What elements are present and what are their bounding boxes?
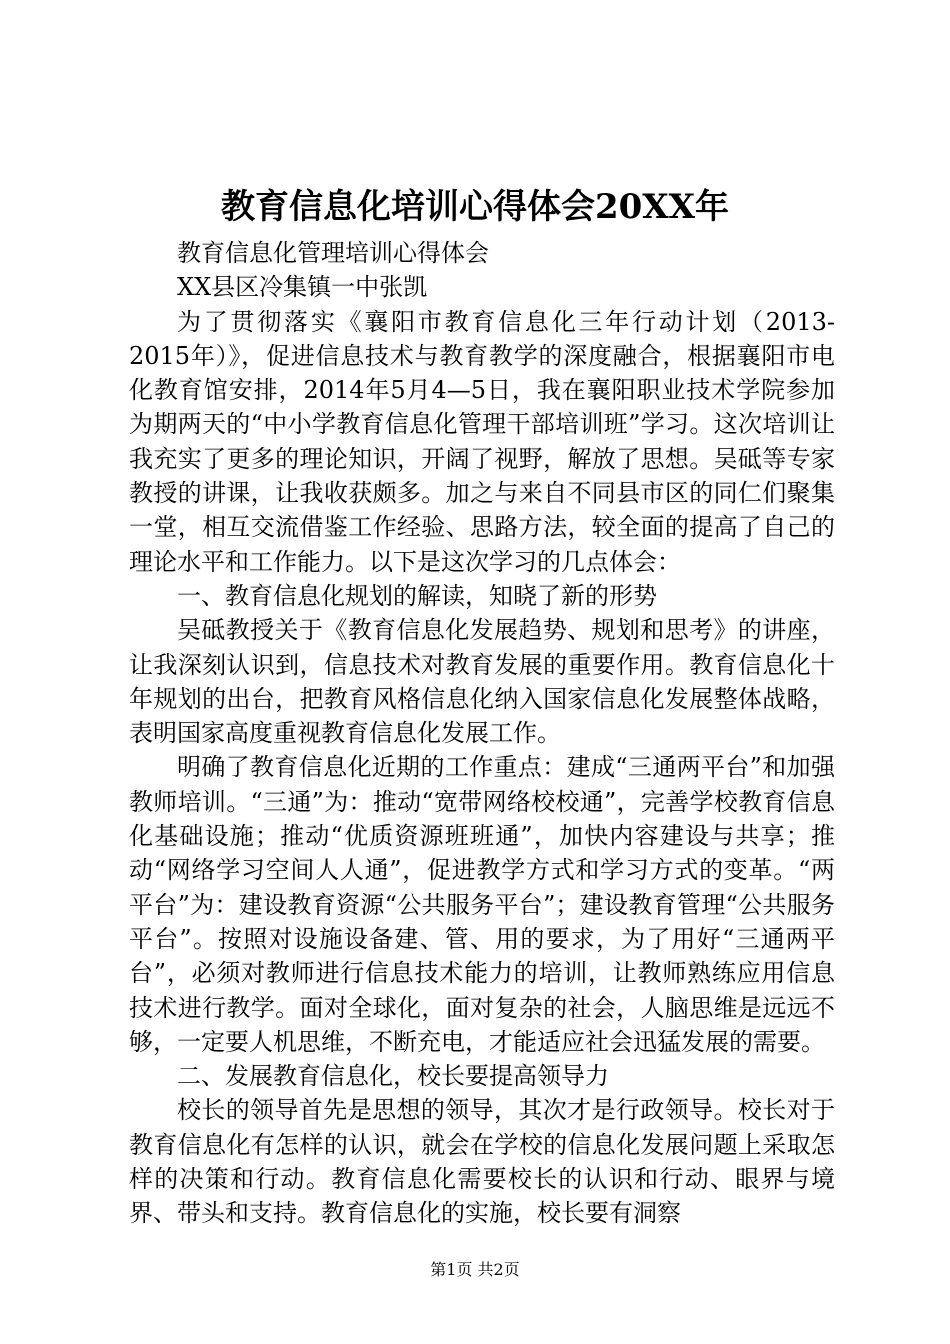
- section-heading-1: 一、教育信息化规划的解读，知晓了新的形势: [177, 581, 657, 610]
- page-footer: 第1页 共2页: [430, 1260, 520, 1279]
- document-title: 教育信息化培训心得体会20XX年: [220, 187, 730, 227]
- paragraph-author: XX县区冷集镇一中张凯: [177, 273, 428, 302]
- paragraph: 校长的领导首先是思想的领导，其次才是行政领导。校长对于教育信息化有怎样的认识，就会在学校的信息化发展问题上采取怎样的决策和行动。教育信息化需要校长的认识和行动、眼界与境界、带头和支持。教育信息化的实施，校长要有洞察: [129, 1096, 835, 1228]
- paragraph: 吴砥教授关于《教育信息化发展趋势、规划和思考》的讲座，让我深刻认识到，信息技术对教育发展的重要作用。教育信息化十年规划的出台，把教育风格信息化纳入国家信息化发展整体战略，表明国家高度重视教育信息化发展工作。: [129, 616, 835, 748]
- document-body: [129, 236, 835, 1231]
- paragraph-intro: 为了贯彻落实《襄阳市教育信息化三年行动计划（2013-2015年）》，促进信息技术与教育教学的深度融合，根据襄阳市电化教育馆安排，2014年5月4—5日，我在襄阳职业技术学院参加为期两天的“中小学教育信息化管理干部培训班”学习。这次培训让我充实了更多的理论知识，开阔了视野，解放了思想。吴砥等专家教授的讲课，让我收获颇多。加之与来自不同县市区的同仁们聚集一堂，相互交流借鉴工作经验、思路方法，较全面的提高了自己的理论水平和工作能力。以下是这次学习的几点体会：: [129, 307, 835, 576]
- paragraph-subtitle: 教育信息化管理培训心得体会: [177, 239, 489, 267]
- paragraph: 明确了教育信息化近期的工作重点：建成“三通两平台”和加强教师培训。“三通”为：推动“宽带网络校校通”，完善学校教育信息化基础设施；推动“优质资源班班通”，加快内容建设与共享；推动“网络学习空间人人通”，促进教学方式和学习方式的变革。“两平台”为：建设教育资源“公共服务平台”；建设教育管理“公共服务平台”。按照对设施设备建、管、用的要求，为了用好“三通两平台”，必须对教师进行信息技术能力的培训，让教师熟练应用信息技术进行教学。面对全球化，面对复杂的社会，人脑思维是远远不够，一定要人机思维，不断充电，才能适应社会迅猛发展的需要。: [129, 753, 835, 1056]
- section-heading-2: 二、发展教育信息化，校长要提高领导力: [177, 1062, 609, 1091]
